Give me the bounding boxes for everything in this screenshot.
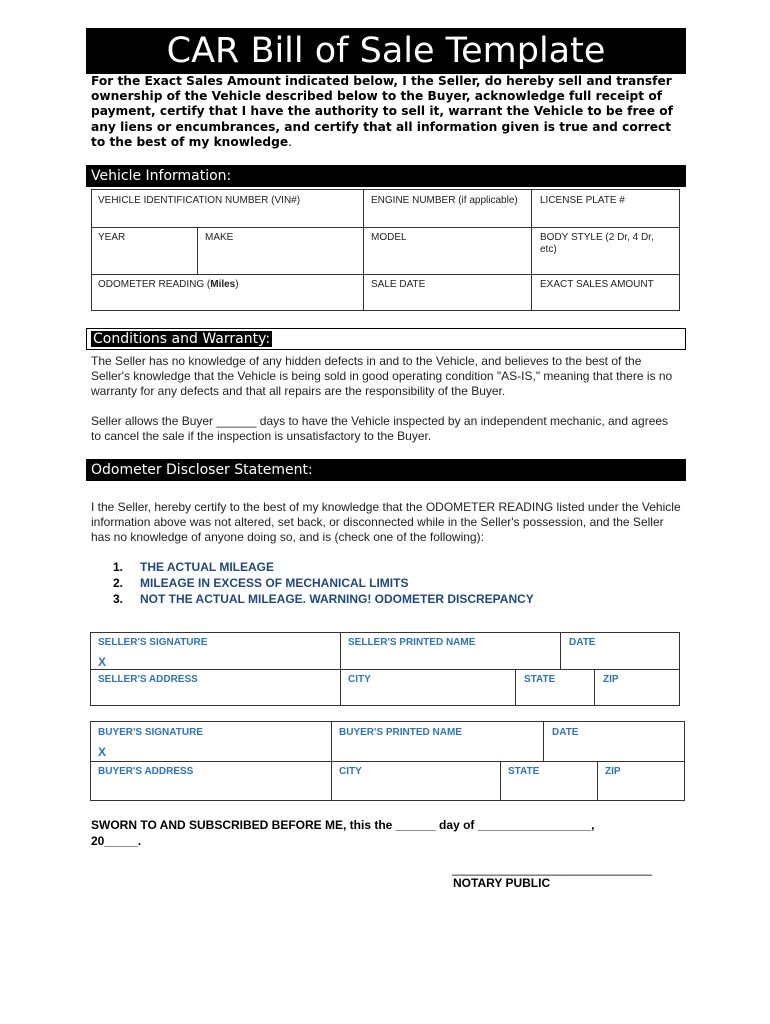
seller-state-label: STATE (524, 674, 556, 685)
odometer-label-pre: ODOMETER READING ( (98, 279, 211, 290)
odometer-label-post: ) (235, 279, 239, 290)
notary-public-label: NOTARY PUBLIC (453, 876, 551, 890)
buyer-address-label: BUYER'S ADDRESS (98, 766, 194, 777)
odometer-label-bold: Miles (210, 279, 236, 290)
option-text: THE ACTUAL MILEAGE (140, 560, 274, 574)
plate-label: LICENSE PLATE # (540, 195, 625, 206)
mileage-options (113, 559, 534, 607)
odometer-label (98, 279, 239, 291)
mileage-option[interactable] (113, 591, 534, 607)
odometer-paragraph: I the Seller, hereby certify to the best of my knowledge that the ODOMETER READING listed under the Vehicle information above was not altered, set back, or disconnected while in the Seller's possession, and the Seller has no knowledge of anyone doing so, and is (check one of the following): (91, 500, 681, 545)
option-text: MILEAGE IN EXCESS OF MECHANICAL LIMITS (140, 576, 409, 590)
buyer-city-label: CITY (339, 766, 362, 777)
conditions-paragraph-2: Seller allows the Buyer ______ days to have the Vehicle inspected by an independent mechanic, and agrees to cancel the sale if the inspection is unsatisfactory to the Buyer. (91, 414, 669, 444)
mileage-option[interactable] (113, 575, 534, 591)
buyer-signature-label: BUYER'S SIGNATURE (98, 727, 203, 738)
option-text: NOT THE ACTUAL MILEAGE. WARNING! ODOMETER DISCREPANCY (140, 592, 534, 606)
buyer-printed-name-label: BUYER'S PRINTED NAME (339, 727, 462, 738)
buyer-x-mark: X (98, 745, 107, 759)
buyer-zip-label: ZIP (605, 766, 621, 777)
intro-text: For the Exact Sales Amount indicated below, I the Seller, do hereby sell and transfer ownership of the Vehicle described below to the Buyer, acknowledge full receipt of payment, certify that I have the authority to sell it, warrant the Vehicle to be free of any liens or encumbrances, and certify that all information given is true and correct to the best of my knowledge (91, 74, 673, 149)
model-label: MODEL (371, 232, 407, 243)
option-number: 2. (113, 576, 124, 590)
seller-printed-name-label: SELLER'S PRINTED NAME (348, 637, 476, 648)
buyer-date-label: DATE (552, 727, 579, 738)
make-label: MAKE (205, 232, 234, 243)
seller-signature-label: SELLER'S SIGNATURE (98, 637, 208, 648)
intro-paragraph (91, 74, 686, 150)
seller-date-label: DATE (569, 637, 596, 648)
year-label: YEAR (98, 232, 126, 243)
conditions-paragraph-1: The Seller has no knowledge of any hidden defects in and to the Vehicle, and believes to the best of the Seller's knowledge that the Vehicle is being sold in good operating condition "AS-IS," meaning that there is no warranty for any defects and that all repairs are the responsibility of the Buyer. (91, 354, 673, 399)
seller-zip-label: ZIP (603, 674, 619, 685)
vehicle-heading: Vehicle Information: (86, 165, 686, 187)
conditions-heading (86, 328, 686, 350)
mileage-option[interactable] (113, 559, 534, 575)
engine-label: ENGINE NUMBER (if applicable) (371, 195, 518, 206)
seller-address-label: SELLER'S ADDRESS (98, 674, 198, 685)
page-title: CAR Bill of Sale Template (86, 28, 686, 74)
conditions-heading-text: Conditions and Warranty: (93, 331, 271, 347)
seller-x-mark: X (98, 655, 107, 669)
sworn-line-2: 20_____. (91, 834, 142, 848)
option-number: 1. (113, 560, 124, 574)
sale-date-label: SALE DATE (371, 279, 426, 290)
vin-label: VEHICLE IDENTIFICATION NUMBER (VIN#) (98, 195, 301, 206)
body-style-label: BODY STYLE (2 Dr, 4 Dr, etc) (540, 232, 654, 255)
sales-amount-label: EXACT SALES AMOUNT (540, 279, 654, 290)
seller-city-label: CITY (348, 674, 371, 685)
intro-end: . (288, 134, 293, 149)
odometer-heading: Odometer Discloser Statement: (86, 459, 686, 481)
option-number: 3. (113, 592, 124, 606)
sworn-line-1: SWORN TO AND SUBSCRIBED BEFORE ME, this the ______ day of _________________, (91, 818, 595, 832)
sworn-statement (91, 817, 691, 849)
notary-signature-line[interactable]: ______________________________ (452, 862, 653, 876)
buyer-state-label: STATE (508, 766, 540, 777)
